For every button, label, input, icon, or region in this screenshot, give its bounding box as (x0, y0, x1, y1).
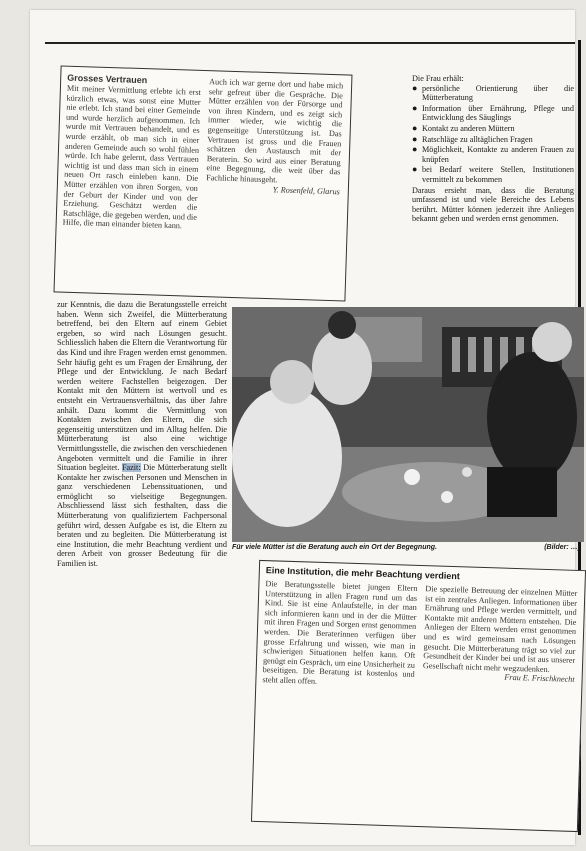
main-text: zur Kenntnis, die dazu die Beratungsstelle erreicht haben. Wenn sich Zweifel, die Mütterberatung betreffend, bei den Eltern auf einem Gebiet ergeben, so wird nach Lösungen gesucht. Schliesslich haben die Eltern die Verantwortung für das Kind und ihre Fragen werden ernst genommen. Sehr häufig geht es um Fragen der Ernährung, der Pflege und der Entwicklung. Je nach Bedarf werden weitere Fachstellen beigezogen. Der Kontakt mit den Müttern ist wertvoll und es entsteht ein Vertrauensverhältnis, das über Jahre anhält. Dazu kommt die Vermittlung von Kontakten zwischen den Eltern, die sich gegenseitig unterstützen und im Alltag helfen. Die Mütterberatung ist also eine wichtige Vermittlungsstelle, die zwischen den verschiedenen Angeboten vermittelt und die Familie in ihrer Situation begleitet. (57, 300, 227, 473)
box1-title: Grosses Vertrauen (67, 72, 148, 86)
box1-column-left (61, 73, 202, 289)
box1-column-right (203, 77, 344, 293)
boxed-article-vertrauen (54, 65, 353, 301)
photo-caption: Für viele Mütter ist die Beratung auch ein Ort der Begegnung. (232, 544, 437, 551)
photo-credit: (Bilder: …) (544, 544, 580, 551)
box1-signature: Y. Rosenfeld, Glarus (272, 184, 340, 196)
box1-text-left: Mit meiner Vermittlung erlebte ich erst kürzlich etwas, was sonst eine Mutter nie erlebt. Ich stand bei einer Gemeinde und wurde herzlich aufgenommen. Ich wurde mit Vertrauen behandelt, und es wurde erzählt, ob man sich in einer anderen Gemeinde auch so wohl fühlen würde. Ich habe gelernt, dass Vertrauen wichtig ist und dass man sich in einem neuen Ort rasch einleben kann. Die Mütter erzählen von ihren Sorgen, von der Geburt der Kinder und von der Erziehung. Geschätzt werden die Ratschläge, die gegeben werden, und die Hilfe, die man einander bieten kann. (62, 83, 202, 231)
side-bullet-item: ● Möglichkeit, Kontakte zu anderen Frauen zu knüpfen (422, 145, 574, 164)
highlight-mark: Fazit: (121, 463, 141, 473)
photo-mothers-meeting (232, 307, 584, 542)
box2-text-left: Die Beratungsstelle bietet jungen Eltern Unterstützung in allen Fragen rund um das Kind. Sie ist eine Anlaufstelle, in der man sich informieren kann und in der die Mütter mit ihren Fragen und Sorgen ernst genommen werden. Die Beraterinnen verfügen über grosse Erfahrung und wissen, wie man in schwierigen Situationen helfen kann. Oft genügt ein Gespräch, um eine Unsicherheit zu beseitigen. Die Beratung ist kostenlos und steht allen offen. (262, 579, 418, 686)
box2-signature: Frau E. Frischknecht (504, 673, 575, 685)
main-column (57, 300, 227, 780)
photo-caption-bar (232, 544, 584, 551)
box2-text-right: Die spezielle Betreuung der einzelnen Mütter ist ein zentrales Anliegen. Informationen über Ernährung und Pflege werden vermittelt, und Kontakte mit anderen Müttern entstehen. Die Anliegen der Eltern werden ernst genommen und es wird gemeinsam nach Lösungen gesucht. Die Mütterberatung trägt so viel zur Gesundheit der Kinder bei und ist aus unserer Gesellschaft nicht mehr wegzudenken. (422, 584, 578, 674)
box2-column-left (258, 579, 417, 820)
side-bullet-item: ● Information über Ernährung, Pflege und Entwicklung des Säuglings (422, 104, 574, 123)
top-rule (45, 42, 575, 44)
side-bullet-item: ● bei Bedarf weitere Stellen, Institutionen vermittelt zu bekommen (422, 165, 574, 184)
main-text-continued: Die Mütterberatung stellt Kontakte her zwischen Personen und Menschen in ganz verschiedenen Lebenssituationen, und ermöglicht so vielseitige Begegnungen. Abschliessend lässt sich festhalten, dass die Mütterberatung von qualifiziertem Fachpersonal geführt wird, dessen Aufgabe es ist, die Eltern zu beraten und zu begleiten. Die Mütterberatung ist eine Institution, die mehr Beachtung verdient und deren Arbeit von grosser Bedeutung für die Familien ist. (57, 463, 227, 569)
side-bullet-item: ● persönliche Orientierung über die Mütterberatung (422, 84, 574, 103)
side-bullet-list (412, 84, 574, 185)
side-bullet-item: ● Kontakt zu anderen Müttern (422, 124, 574, 134)
box2-title: Eine Institution, die mehr Beachtung verdient (265, 565, 460, 582)
side-bullet-item: ● Ratschläge zu alltäglichen Fragen (422, 135, 574, 145)
side-intro: Die Frau erhält: (412, 74, 464, 83)
box2-column-right (418, 584, 577, 825)
boxed-article-institution (251, 560, 586, 832)
side-column (412, 74, 574, 296)
box1-text-right: Auch ich war gerne dort und habe mich sehr gefreut über die Gespräche. Die Mütter erzählen von der Fürsorge und von ihren Kindern, und es zeigt sich immer wieder, wie wichtig die gegenseitige Unterstützung ist. Das Vertrauen ist gross und die Frauen schätzen den Austausch mit der Beraterin. So wird aus einer Beratung eine Begegnung, die weit über das Fachliche hinausgeht. (206, 77, 344, 185)
photo-illustration (232, 307, 584, 542)
side-outro: Daraus ersieht man, dass die Beratung umfassend ist und viele Bereiche des Lebens berührt. Mütter können jederzeit ihre Anliegen bekannt geben und werden ernst genommen. (412, 185, 574, 224)
